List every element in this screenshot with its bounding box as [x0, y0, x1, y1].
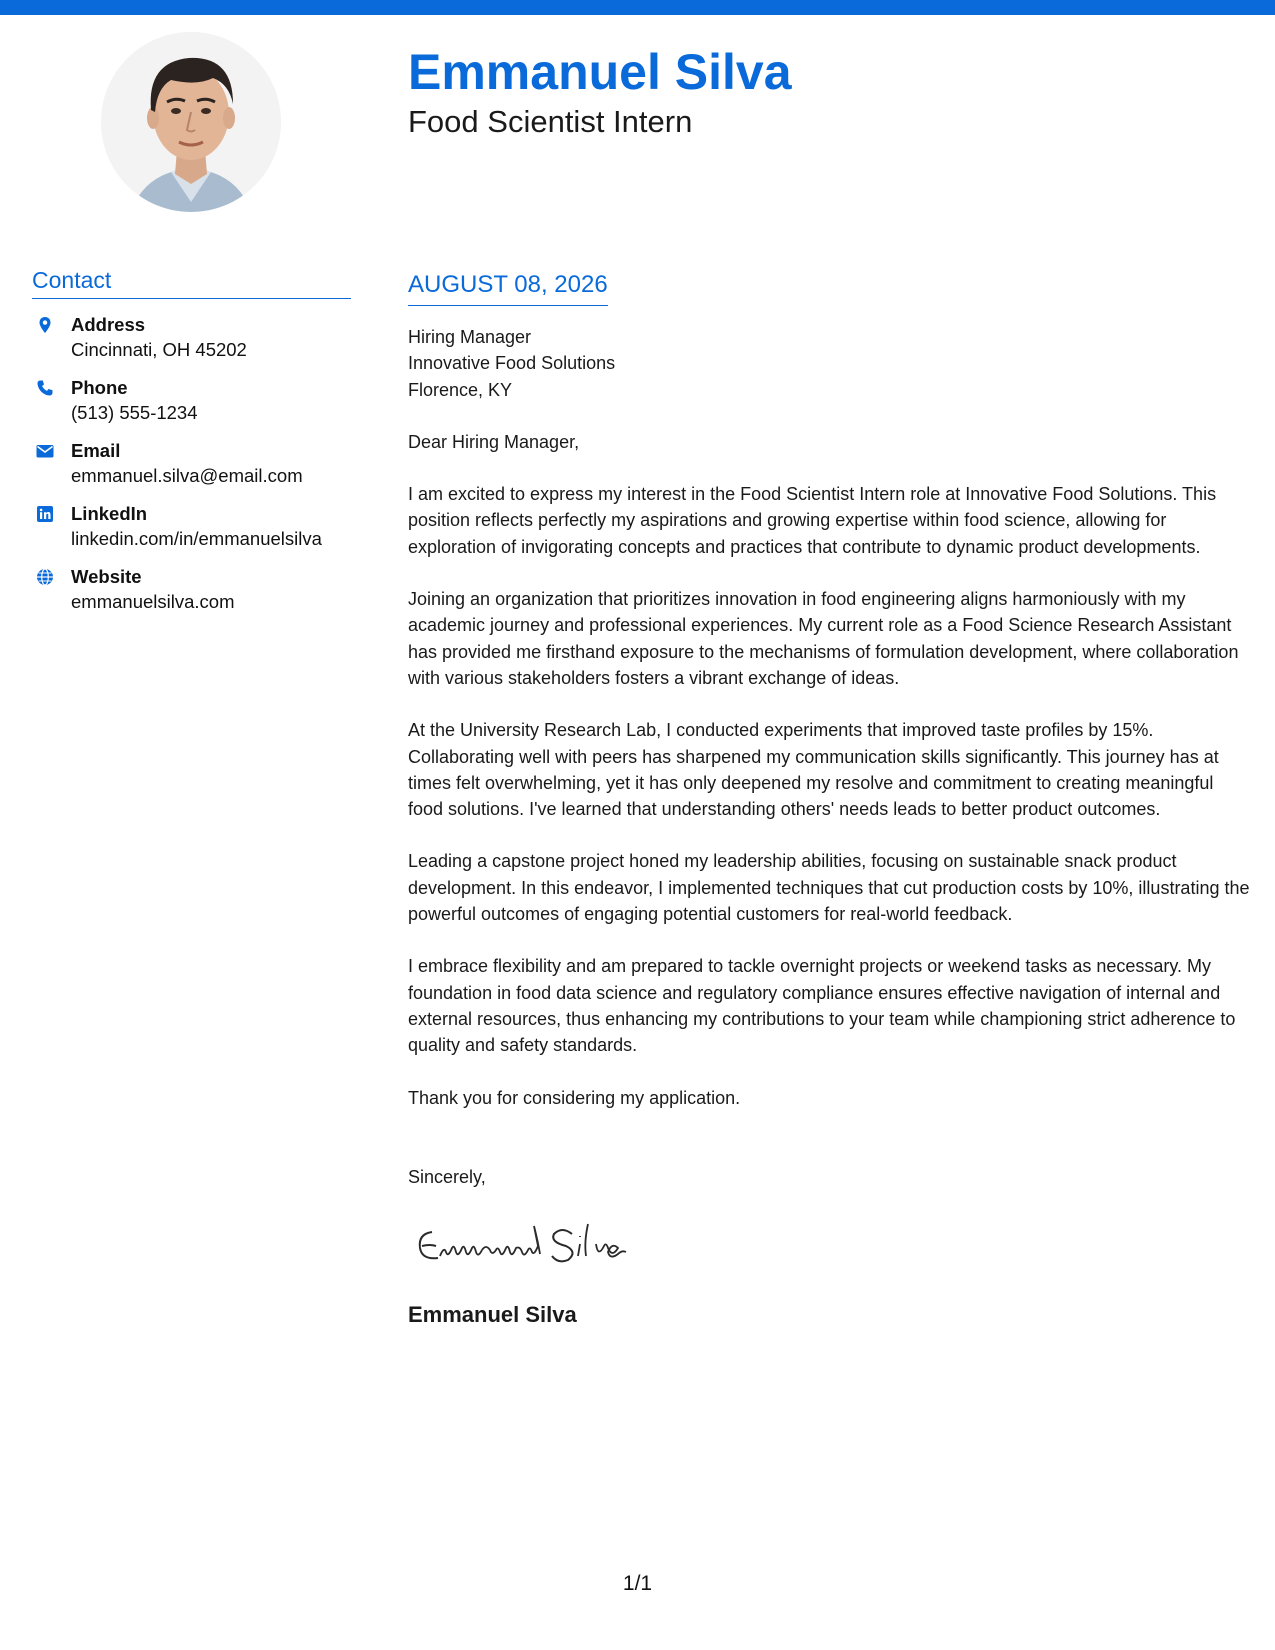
map-pin-icon [36, 316, 54, 334]
signature-image [412, 1212, 682, 1282]
contact-item-website [32, 564, 351, 627]
contact-heading: Contact [32, 265, 351, 299]
closing: Sincerely, [408, 1166, 486, 1187]
recipient-company: Innovative Food Solutions [408, 353, 616, 374]
letter-paragraph: Joining an organization that prioritizes innovation in food engineering aligns harmoniously with my academic journey and professional experiences. My current role as a Food Science Research Assistant has provided me firsthand exposure to the mechanisms of formulation development, where collaboration with various stakeholders fosters a vibrant exchange of ideas. [408, 589, 1239, 688]
contact-sidebar [32, 265, 351, 627]
salutation: Dear Hiring Manager, [408, 431, 580, 452]
recipient-location: Florence, KY [408, 379, 513, 400]
profile-photo [101, 32, 281, 212]
page-number: 1/1 [622, 1572, 653, 1595]
recipient-name: Hiring Manager [408, 327, 532, 347]
address-value: Cincinnati, OH 45202 [71, 339, 247, 360]
contact-label: Phone [71, 377, 128, 398]
header-job-title: Food Scientist Intern [408, 104, 693, 139]
phone-value[interactable]: (513) 555-1234 [71, 402, 198, 423]
website-value[interactable]: emmanuelsilva.com [71, 591, 235, 612]
header-name: Emmanuel Silva [408, 44, 792, 100]
linkedin-value[interactable]: linkedin.com/in/emmanuelsilva [71, 528, 322, 549]
contact-label: Website [71, 566, 142, 587]
envelope-icon [36, 442, 54, 460]
letter-paragraph: I embrace flexibility and am prepared to tackle overnight projects or weekend tasks as necessary. My foundation in food data science and regulatory compliance ensures effective navigation of internal and external resources, thus enhancing my contributions to your team while championing strict adherence to quality and safety standards. [408, 956, 1236, 1056]
letter-paragraph: I am excited to express my interest in the Food Scientist Intern role at Innovative Food Solutions. This position reflects perfectly my aspirations and growing expertise within food science, allowing for exploration of invigorating concepts and practices that contribute to dynamic product developments. [408, 484, 1217, 557]
phone-icon [36, 379, 54, 397]
letter-date: AUGUST 08, 2026 [408, 268, 608, 306]
contact-label: Address [71, 314, 146, 335]
letter-paragraph: At the University Research Lab, I conducted experiments that improved taste profiles by 15%. Collaborating well with peers has sharpened my communication skills significantly. This journey has at times felt overwhelming, yet it has only deepened my resolve and commitment to creating meaningful food solutions. I've learned that understanding others' needs leads to better product outcomes. [408, 720, 1219, 820]
contact-item-email [32, 438, 351, 501]
globe-icon [36, 568, 54, 586]
contact-item-address [32, 312, 351, 375]
letter-paragraph: Thank you for considering my application. [408, 1087, 741, 1108]
contact-label: Email [71, 440, 121, 461]
letter-body [408, 268, 1253, 1330]
linkedin-icon [36, 505, 54, 523]
email-value[interactable]: emmanuel.silva@email.com [71, 465, 303, 486]
contact-list [32, 312, 351, 627]
signer-name: Emmanuel Silva [408, 1302, 577, 1328]
letter-paragraph: Leading a capstone project honed my leadership abilities, focusing on sustainable snack product development. In this endeavor, I implemented techniques that cut production costs by 10%, illustrating the powerful outcomes of engaging potential customers for real-world feedback. [408, 851, 1250, 925]
contact-item-phone [32, 375, 351, 438]
contact-label: LinkedIn [71, 503, 148, 524]
top-accent-bar [0, 0, 1275, 15]
contact-item-linkedin [32, 501, 351, 564]
recipient-block [408, 324, 1253, 403]
